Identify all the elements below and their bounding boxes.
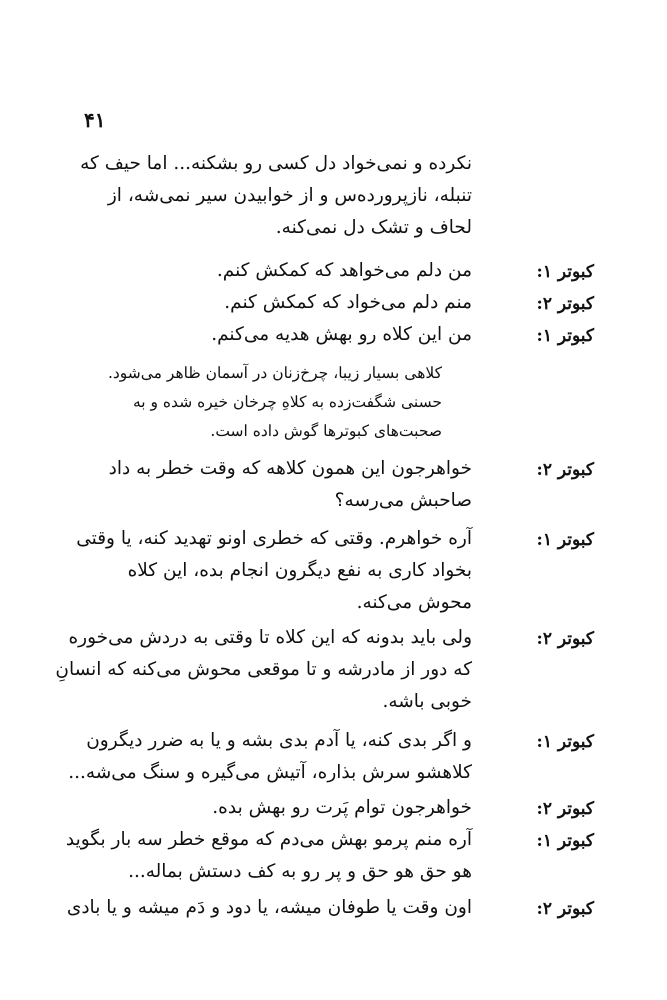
speaker-label: کبوتر ۲: xyxy=(536,629,594,649)
dialogue-line: نکرده و نمی‌خواد دل کسی رو بشکنه... اما حیف که xyxy=(80,153,472,174)
dialogue-line: خوبی باشه. xyxy=(382,691,472,712)
dialogue-line: اون وقت یا طوفان میشه، یا دود و دَم میشه و یا بادی xyxy=(66,897,472,918)
dialogue-line: محوش می‌کنه. xyxy=(356,592,472,613)
dialogue-line: خواهرجون توام پَرت رو بهش بده. xyxy=(212,797,472,818)
dialogue-line: بخواد کاری به نفع دیگرون انجام بده، این کلاه xyxy=(127,560,472,581)
speaker-label: کبوتر ۲: xyxy=(536,460,594,480)
dialogue-line: من دلم می‌خواهد که کمکش کنم. xyxy=(216,260,472,281)
speaker-label: کبوتر ۱: xyxy=(536,326,594,346)
dialogue-line: ولی باید بدونه که این کلاه تا وقتی به دردش می‌خوره xyxy=(68,627,472,648)
dialogue-line: که دور از مادرشه و تا موقعی محوش می‌کنه که انسانِ xyxy=(55,659,472,680)
dialogue-line: و اگر بدی کنه، یا آدم بدی بشه و یا به ضرر دیگرون xyxy=(86,730,472,751)
dialogue-line: من این کلاه رو بهش هدیه می‌کنم. xyxy=(211,324,472,345)
speaker-label: کبوتر ۲: xyxy=(536,799,594,819)
dialogue-line: خواهرجون این همون کلاهه که وقت خطر به داد xyxy=(108,458,472,479)
page-number: ۴۱ xyxy=(84,108,106,132)
speaker-label: کبوتر ۱: xyxy=(536,262,594,282)
stage-direction-line: حسنی شگفت‌زده به کلاهِ چرخان خیره شده و به xyxy=(132,393,442,411)
dialogue-line: صاحبش می‌رسه؟ xyxy=(334,490,472,511)
speaker-label: کبوتر ۱: xyxy=(536,831,594,851)
dialogue-line: منم دلم می‌خواد که کمکش کنم. xyxy=(224,292,472,313)
stage-direction-line: کلاهی بسیار زیبا، چرخ‌زنان در آسمان ظاهر می‌شود. xyxy=(107,364,442,382)
dialogue-line: هو حق هو حق و پر رو به کف دستش بماله... xyxy=(128,861,472,882)
dialogue-line: کلاهشو سرش بذاره، آتیش می‌گیره و سنگ می‌شه... xyxy=(68,762,472,783)
speaker-label: کبوتر ۲: xyxy=(536,294,594,314)
dialogue-line: لحاف و تشک دل نمی‌کنه. xyxy=(275,217,472,238)
speaker-label: کبوتر ۱: xyxy=(536,732,594,752)
speaker-label: کبوتر ۲: xyxy=(536,899,594,919)
speaker-label: کبوتر ۱: xyxy=(536,530,594,550)
dialogue-line: تنبله، نازپرورده‌س و از خوابیدن سیر نمی‌شه، از xyxy=(107,185,472,206)
stage-direction-line: صحبت‌های کبوترها گوش داده است. xyxy=(210,422,442,440)
dialogue-line: آره خواهرم. وقتی که خطری اونو تهدید کنه، یا وقتی xyxy=(76,528,472,549)
dialogue-line: آره منم پرمو بهش می‌دم که موقع خطر سه بار بگوید xyxy=(65,829,472,850)
